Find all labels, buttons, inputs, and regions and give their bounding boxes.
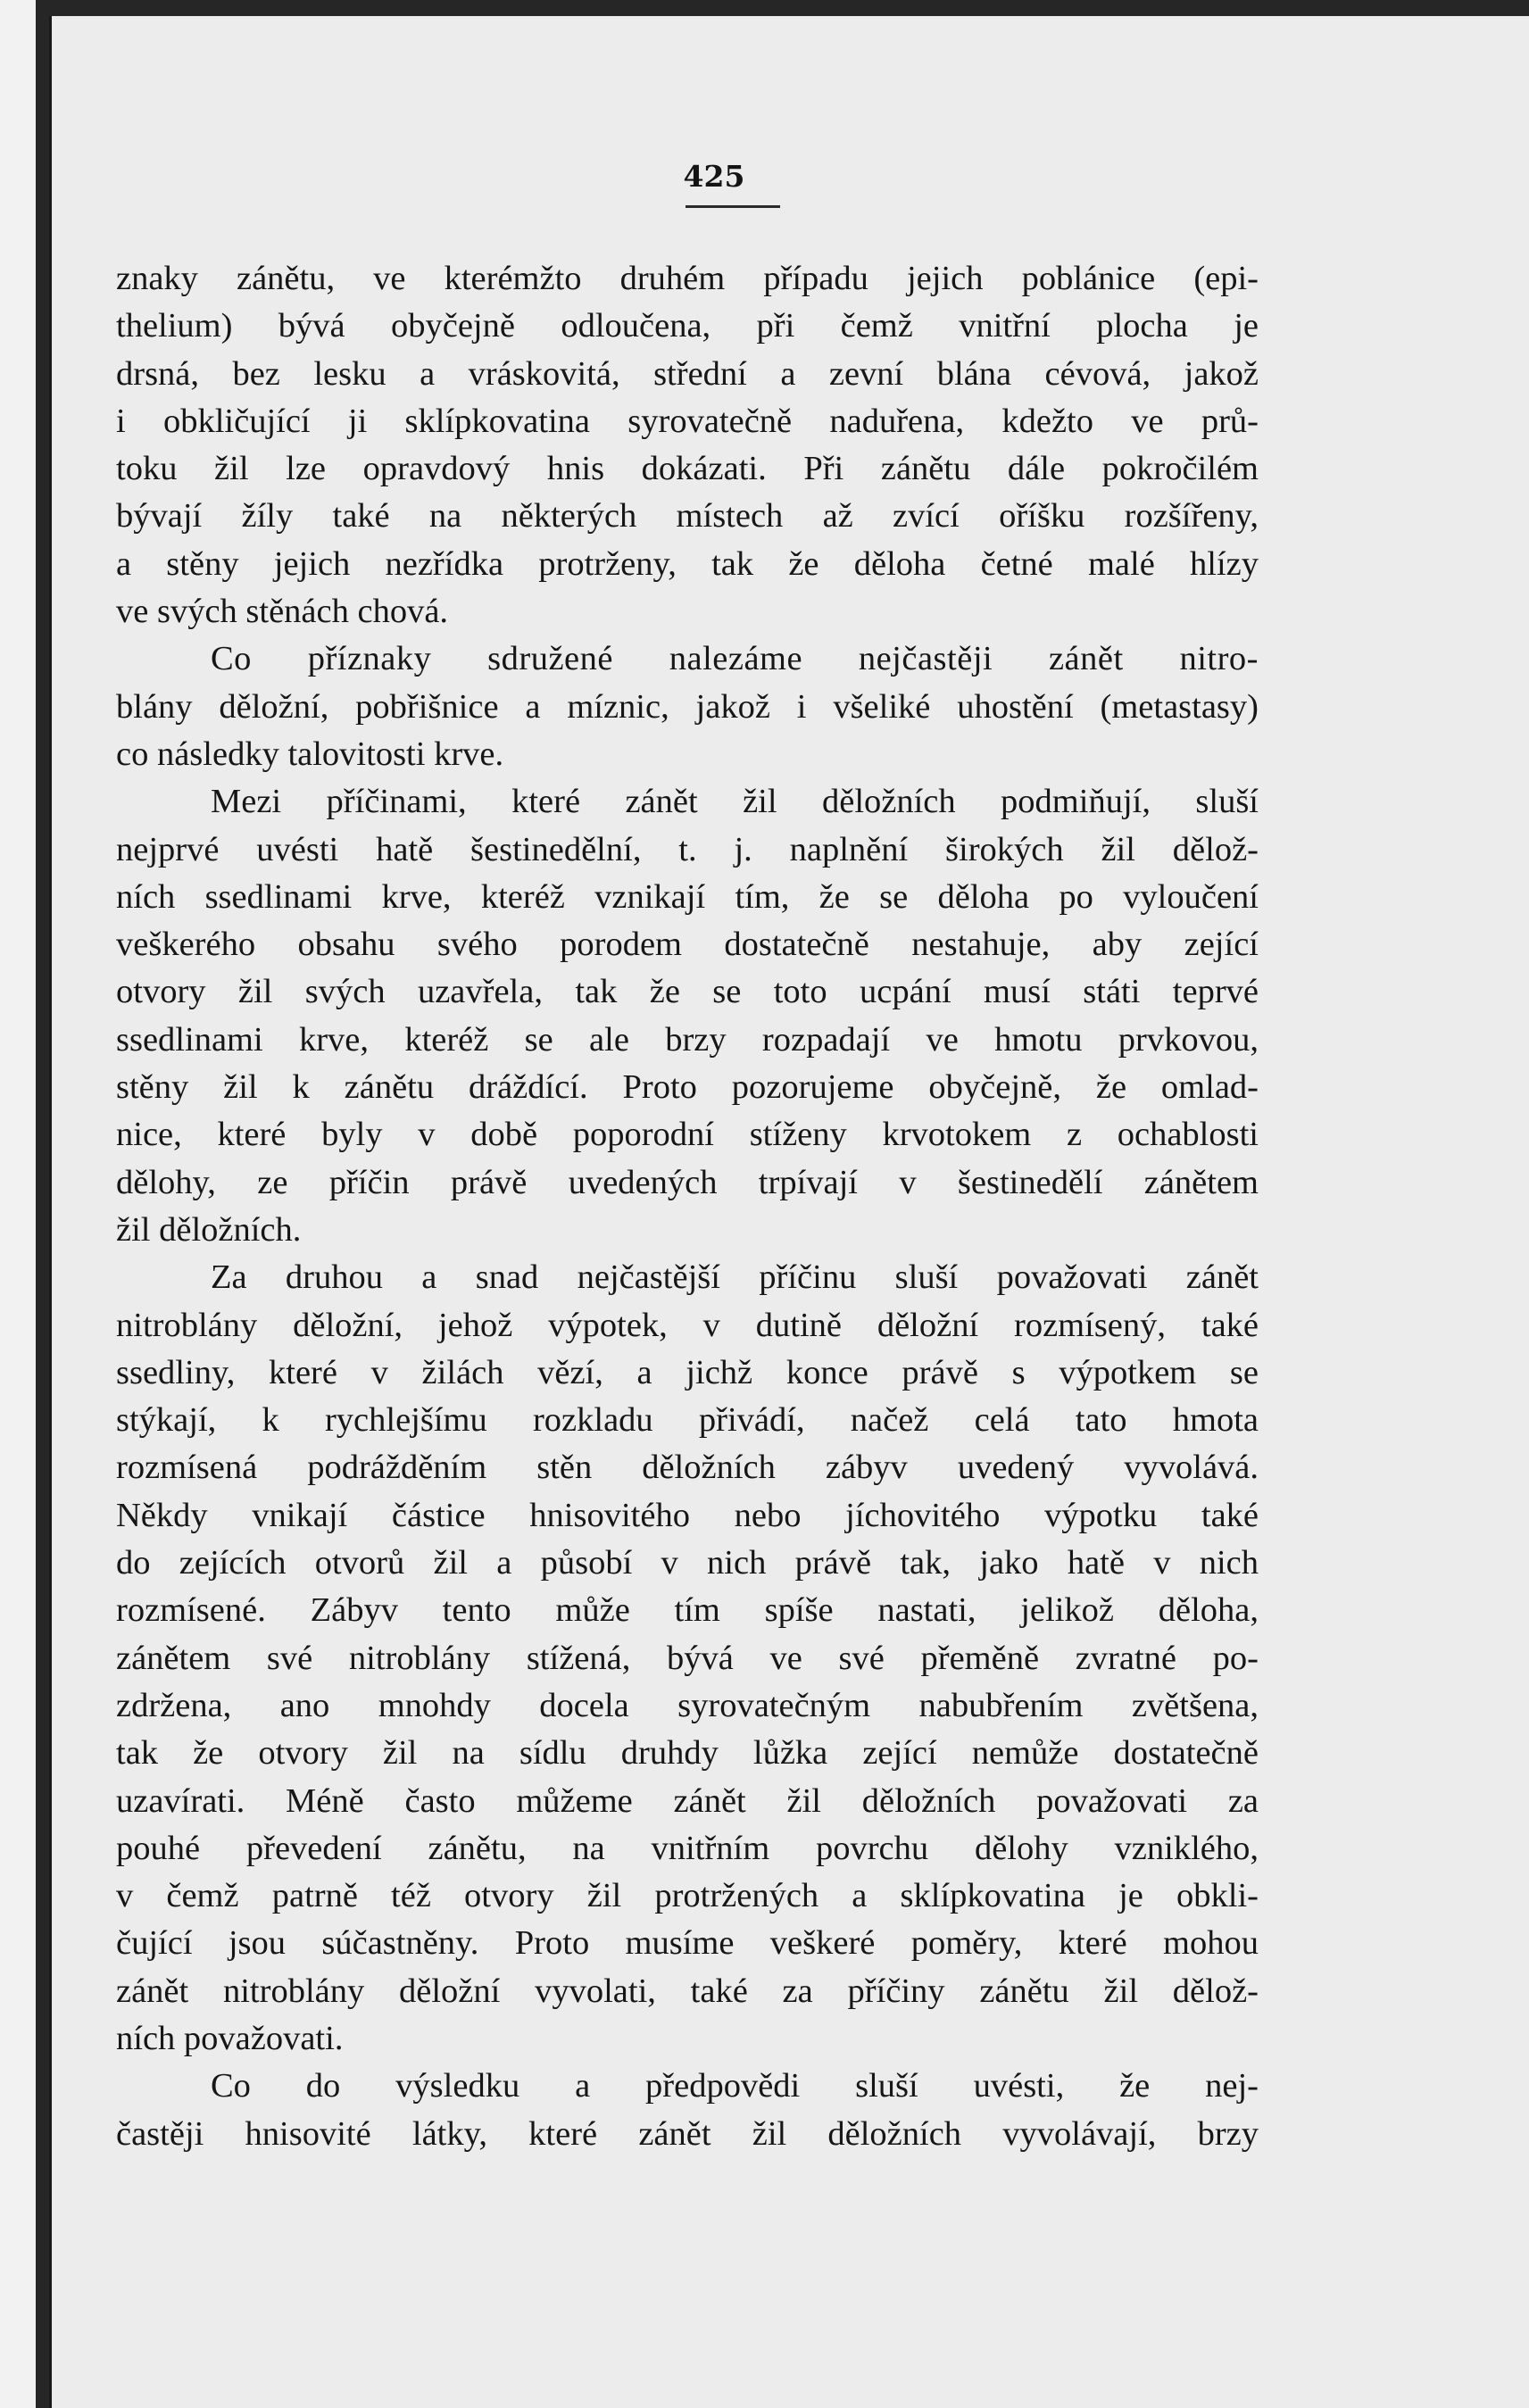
text-line: veškerého obsahu svého porodem dostatečně nestahuje, aby zející (116, 926, 1259, 964)
facing-page-edge (0, 0, 36, 2408)
text-line: rozmísené. Zábyv tento může tím spíše nastati, jelikož děloha, (116, 1591, 1259, 1630)
text-line: drsná, bez lesku a vráskovitá, střední a zevní blána cévová, jakož (116, 354, 1259, 393)
text-line: stýkají, k rychlejšímu rozkladu přivádí, načež celá tato hmota (116, 1401, 1259, 1440)
text-line: toku žil lze opravdový hnis dokázati. Při zánětu dále pokročilém (116, 450, 1259, 488)
text-line: zánět nitroblány děložní vyvolati, také za příčiny zánětu žil dělož- (116, 1972, 1259, 2010)
text-line: stěny žil k zánětu dráždící. Proto pozorujeme obyčejně, že omlad- (116, 1068, 1259, 1107)
paragraph (116, 1254, 1259, 2015)
paragraph (116, 2063, 1259, 2158)
text-line: co následky talovitosti krve. (116, 735, 504, 773)
text-line: nitroblány děložní, jehož výpotek, v dutině děložní rozmísený, také (116, 1306, 1259, 1344)
text-line: ssedlinami krve, kteréž se ale brzy rozpadají ve hmotu prvkovou, (116, 1020, 1259, 1059)
text-line: Za druhou a snad nejčastější příčinu sluší považovati zánět (211, 1258, 1259, 1297)
text-line: častěji hnisovité látky, které zánět žil děložních vyvolávají, brzy (116, 2114, 1259, 2153)
text-line: v čemž patrně též otvory žil protržených a sklípkovatina je obkli- (116, 1877, 1259, 1915)
text-line: zánětem své nitroblány stížená, bývá ve své přeměně zvratné po- (116, 1639, 1259, 1677)
text-line: Někdy vnikají částice hnisovitého nebo jíchovitého výpotku také (116, 1496, 1259, 1534)
text-line: bývají žíly také na některých místech až zvící oříšku rozšířeny, (116, 497, 1259, 536)
text-line: ssedliny, které v žilách vězí, a jichž konce právě s výpotkem se (116, 1353, 1259, 1391)
text-line: otvory žil svých uzavřela, tak že se toto ucpání musí státi teprvé (116, 973, 1259, 1011)
paragraph-last-line (116, 1207, 1259, 1254)
text-line: nice, které byly v době poporodní stíženy krvotokem z ochablosti (116, 1116, 1259, 1154)
paragraph-last-line (116, 731, 1259, 778)
text-line: uzavírati. Méně často můžeme zánět žil děložních považovati za (116, 1781, 1259, 1820)
page-number: 425 (683, 159, 745, 194)
text-line: tak že otvory žil na sídlu druhdy lůžka zející nemůže dostatečně (116, 1734, 1259, 1773)
text-line: zdržena, ano mnohdy docela syrovatečným nabubřením zvětšena, (116, 1686, 1259, 1724)
text-line: znaky zánětu, ve kterémžto druhém případu jejich poblánice (epi- (116, 260, 1259, 297)
text-line: čující jsou súčastněny. Proto musíme veškeré poměry, které mohou (116, 1924, 1259, 1963)
text-line: pouhé převedení zánětu, na vnitřním povrchu dělohy vzniklého, (116, 1829, 1259, 1867)
text-line: i obkličující ji sklípkovatina syrovatečně naduřena, kdežto ve prů- (116, 402, 1259, 440)
body-text (116, 255, 1259, 2158)
text-line: dělohy, ze příčin právě uvedených trpívají v šestinedělí zánětem (116, 1163, 1259, 1201)
text-line: ve svých stěnách chová. (116, 593, 449, 631)
text-line: do zejících otvorů žil a působí v nich právě tak, jako hatě v nich (116, 1544, 1259, 1582)
text-line: nejprvé uvésti hatě šestinedělní, t. j. naplnění širokých žil dělož- (116, 830, 1259, 868)
text-line: ních ssedlinami krve, kteréž vznikají tím, že se děloha po vyloučení (116, 877, 1259, 916)
text-line: rozmísená podrážděním stěn děložních zábyv uvedený vyvolává. (116, 1449, 1259, 1487)
paragraph-last-line (116, 2015, 1259, 2063)
paragraph (116, 778, 1259, 1207)
paragraph (116, 635, 1259, 731)
paragraph (116, 255, 1259, 588)
text-line: Co příznaky sdružené nalezáme nejčastěji zánět nitro- (211, 640, 1259, 678)
text-line: ních považovati. (116, 2019, 344, 2057)
text-line: Co do výsledku a předpovědi sluší uvésti, že nej- (211, 2067, 1259, 2105)
paragraph-last-line (116, 588, 1259, 635)
text-line: thelium) bývá obyčejně odloučena, při čemž vnitřní plocha je (116, 307, 1259, 345)
text-line: Mezi příčinami, které zánět žil děložních podmiňují, sluší (211, 783, 1259, 821)
text-line: žil děložních. (116, 1210, 302, 1249)
text-line: a stěny jejich nezřídka protrženy, tak že děloha četné malé hlízy (116, 544, 1259, 583)
page-number-underline (686, 205, 780, 208)
text-line: blány děložní, pobřišnice a míznic, jakož i všeliké uhostění (metastasy) (116, 687, 1259, 726)
